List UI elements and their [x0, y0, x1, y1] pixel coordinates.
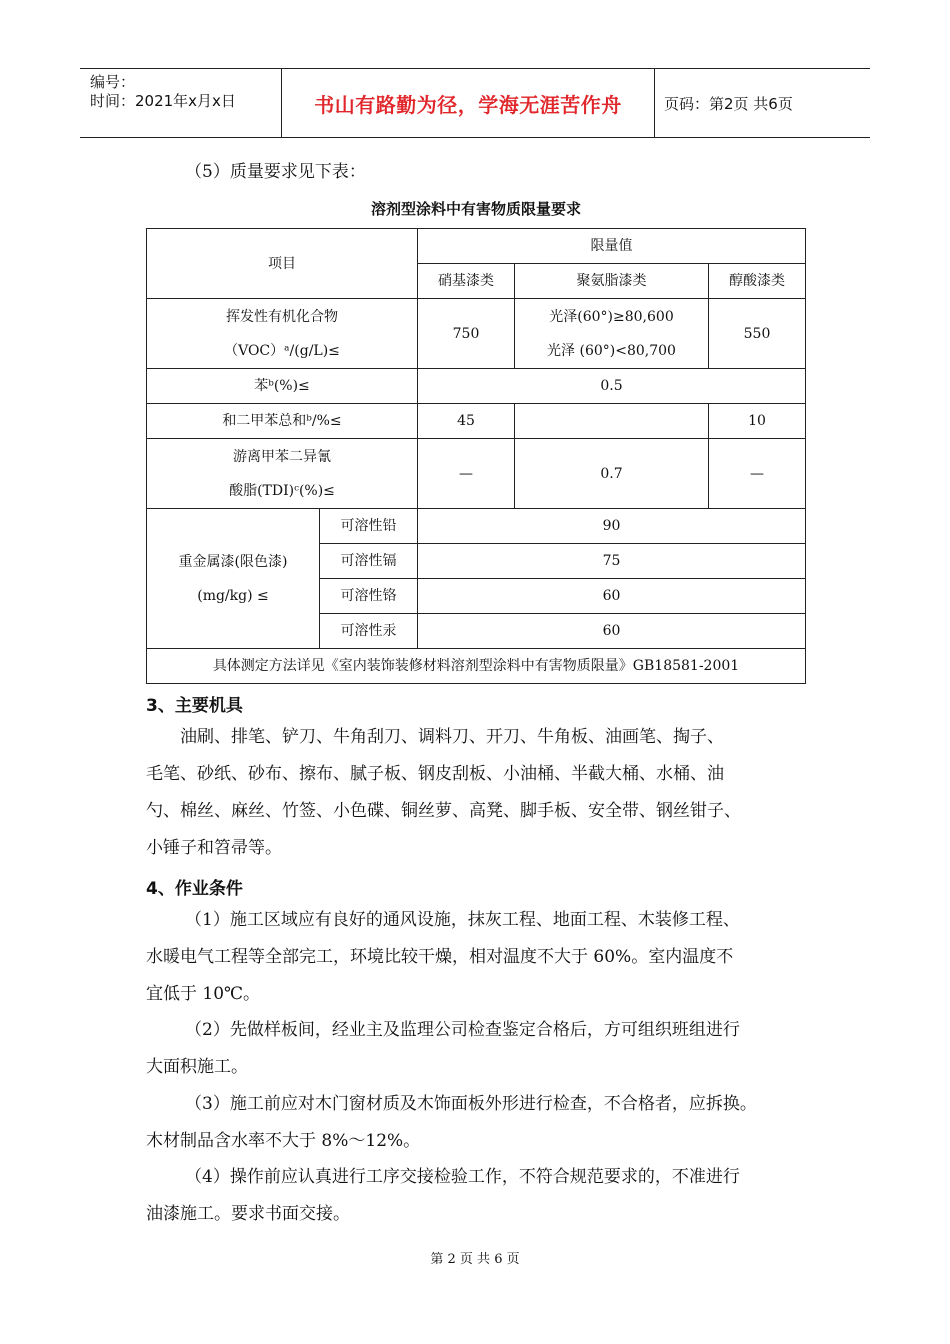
table-intro: （5）质量要求见下表：: [185, 162, 366, 182]
section3-line: 勺、棉丝、麻丝、竹签、小色碟、铜丝萝、高凳、脚手板、安全带、钢丝钳子、: [146, 801, 741, 821]
section4-line: （1）施工区域应有良好的通风设施，抹灰工程、地面工程、木装修工程、: [185, 910, 740, 930]
section4-line: （3）施工前应对木门窗材质及木饰面板外形进行检查，不合格者，应拆换。: [185, 1094, 757, 1114]
heavy-metal-line2: (mg/kg) ≤: [197, 587, 269, 604]
col-alkyd-header: 醇酸漆类: [709, 264, 806, 299]
tdi-alkyd: —: [709, 439, 806, 509]
metal-value: 60: [418, 614, 806, 649]
xylene-label: 和二甲苯总和ᵇ/%≤: [147, 404, 418, 439]
voc-pu: [515, 299, 709, 369]
metal-name: 可溶性镉: [320, 544, 418, 579]
number-label: 编号：: [90, 73, 136, 91]
metal-value: 60: [418, 579, 806, 614]
header-motto: 书山有路勤为径，学海无涯苦作舟: [282, 69, 655, 137]
section4-line: 木材制品含水率不大于 8%～12%。: [146, 1131, 421, 1151]
time-label: 时间：2021年x月x日: [90, 92, 236, 110]
voc-pu-line2: 光泽 (60°)<80,700: [547, 342, 676, 359]
col-item-header: 项目: [147, 229, 418, 299]
table-title: 溶剂型涂料中有害物质限量要求: [370, 200, 581, 218]
section4-line: 大面积施工。: [146, 1057, 248, 1077]
metal-value: 90: [418, 509, 806, 544]
benzene-value: 0.5: [418, 369, 806, 404]
section3-line: 小锤子和笤帚等。: [146, 838, 282, 858]
header-meta: [80, 69, 282, 137]
section3-line: 毛笔、砂纸、砂布、擦布、腻子板、钢皮刮板、小油桶、半截大桶、水桶、油: [146, 764, 724, 784]
table-note: 具体测定方法详见《室内装饰装修材料溶剂型涂料中有害物质限量》GB18581-2001: [147, 649, 806, 684]
section3-line: 油刷、排笔、铲刀、牛角刮刀、调料刀、开刀、牛角板、油画笔、掏子、: [180, 727, 724, 747]
voc-nitro: 750: [418, 299, 515, 369]
voc-label: [147, 299, 418, 369]
header-page-info: 页码：第2页 共6页: [664, 94, 793, 113]
metal-name: 可溶性铬: [320, 579, 418, 614]
section4-line: 油漆施工。要求书面交接。: [146, 1204, 350, 1224]
tdi-pu: 0.7: [515, 439, 709, 509]
benzene-label: 苯ᵇ(%)≤: [147, 369, 418, 404]
voc-alkyd: 550: [709, 299, 806, 369]
tdi-label-line1: 游离甲苯二异氰: [233, 448, 331, 465]
section4-line: （2）先做样板间，经业主及监理公司检查鉴定合格后，方可组织班组进行: [185, 1020, 740, 1040]
quality-table: [146, 228, 806, 684]
section3-heading: 3、主要机具: [146, 696, 243, 716]
heavy-metal-line1: 重金属漆(限色漆): [178, 553, 288, 570]
voc-label-line2: （VOC）ᵃ/(g/L)≤: [224, 342, 340, 359]
heavy-metal-label: [147, 509, 320, 649]
section4-heading: 4、作业条件: [146, 879, 243, 899]
voc-label-line1: 挥发性有机化合物: [226, 308, 338, 325]
tdi-label: [147, 439, 418, 509]
tdi-nitro: —: [418, 439, 515, 509]
xylene-alkyd: 10: [709, 404, 806, 439]
xylene-pu: [515, 404, 709, 439]
metal-name: 可溶性铅: [320, 509, 418, 544]
section4-line: 水暖电气工程等全部完工，环境比较干燥，相对温度不大于 60%。室内温度不: [146, 947, 734, 967]
xylene-nitro: 45: [418, 404, 515, 439]
section4-line: （4）操作前应认真进行工序交接检验工作，不符合规范要求的，不准进行: [185, 1167, 740, 1187]
section4-line: 宜低于 10℃。: [146, 984, 261, 1004]
col-pu-header: 聚氨脂漆类: [515, 264, 709, 299]
col-limit-header: 限量值: [418, 229, 806, 264]
voc-pu-line1: 光泽(60°)≥80,600: [549, 308, 674, 325]
col-nitro-header: 硝基漆类: [418, 264, 515, 299]
tdi-label-line2: 酸脂(TDI)ᶜ(%)≤: [229, 482, 335, 499]
metal-value: 75: [418, 544, 806, 579]
page-header: [80, 68, 870, 138]
page-footer: 第 2 页 共 6 页: [430, 1252, 520, 1267]
metal-name: 可溶性汞: [320, 614, 418, 649]
